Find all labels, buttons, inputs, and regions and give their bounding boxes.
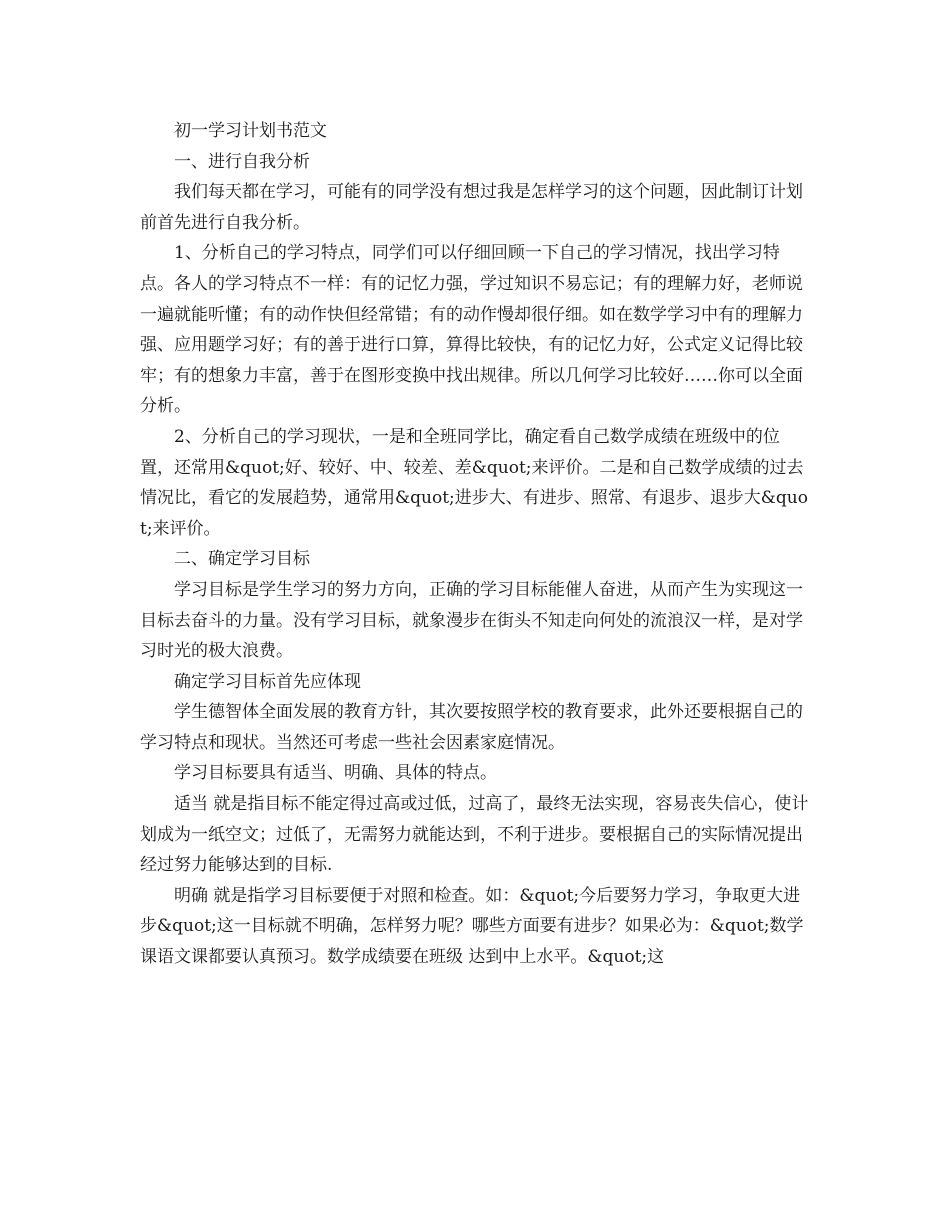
document-body (140, 116, 812, 973)
paragraph: 学生德智体全面发展的教育方针，其次要按照学校的教育要求，此外还要根据自己的学习特点和现状。当然还可考虑一些社会因素家庭情况。 (140, 702, 803, 753)
paragraph: 学习目标是学生学习的努力方向，正确的学习目标能催人奋进，从而产生为实现这一目标去奋斗的力量。没有学习目标，就象漫步在街头不知走向何处的流浪汉一样，是对学习时光的极大浪费。 (140, 579, 803, 662)
paragraph: 1、分析自己的学习特点，同学们可以仔细回顾一下自己的学习情况，找出学习特点。各人的学习特点不一样：有的记忆力强，学过知识不易忘记；有的理解力好，老师说一遍就能听懂；有的动作快但经常错；有的动作慢却很仔细。如在数学学习中有的理解力强、应用题学习好；有的善于进行口算，算得比较快，有的记忆力好，公式定义记得比较牢；有的想象力丰富，善于在图形变换中找出规律。所以几何学习比较好……你可以全面分析。 (140, 243, 803, 417)
paragraph: 明确 就是指学习目标要便于对照和检查。如：&quot;今后要努力学习，争取更大进步&quot;这一目标就不明确，怎样努力呢？哪些方面要有进步？如果必为：&quot;数学课语文课都要认真预习。数学成绩要在班级 达到中上水平。&quot;这 (140, 885, 804, 968)
paragraph: 2、分析自己的学习现状，一是和全班同学比，确定看自己数学成绩在班级中的位置，还常用&quot;好、较好、中、较差、差&quot;来评价。二是和自己数学成绩的过去情况比，看它的发展趋势，通常用&quot;进步大、有进步、照常、有退步、退步大&quot;来评价。 (140, 426, 808, 539)
section-heading: 二、确定学习目标 (174, 549, 310, 570)
document-title: 初一学习计划书范文 (174, 121, 327, 141)
section-heading: 一、进行自我分析 (174, 151, 310, 172)
paragraph: 确定学习目标首先应体现 (174, 671, 361, 692)
paragraph: 适当 就是指目标不能定得过高或过低，过高了，最终无法实现，容易丧失信心，使计划成为一纸空文；过低了，无需努力就能达到，不利于进步。要根据自己的实际情况提出经过努力能够达到的目标. (140, 794, 809, 876)
paragraph: 学习目标要具有适当、明确、具体的特点。 (174, 763, 497, 784)
paragraph: 我们每天都在学习，可能有的同学没有想过我是怎样学习的这个问题，因此制订计划前首先进行自我分析。 (140, 182, 803, 233)
